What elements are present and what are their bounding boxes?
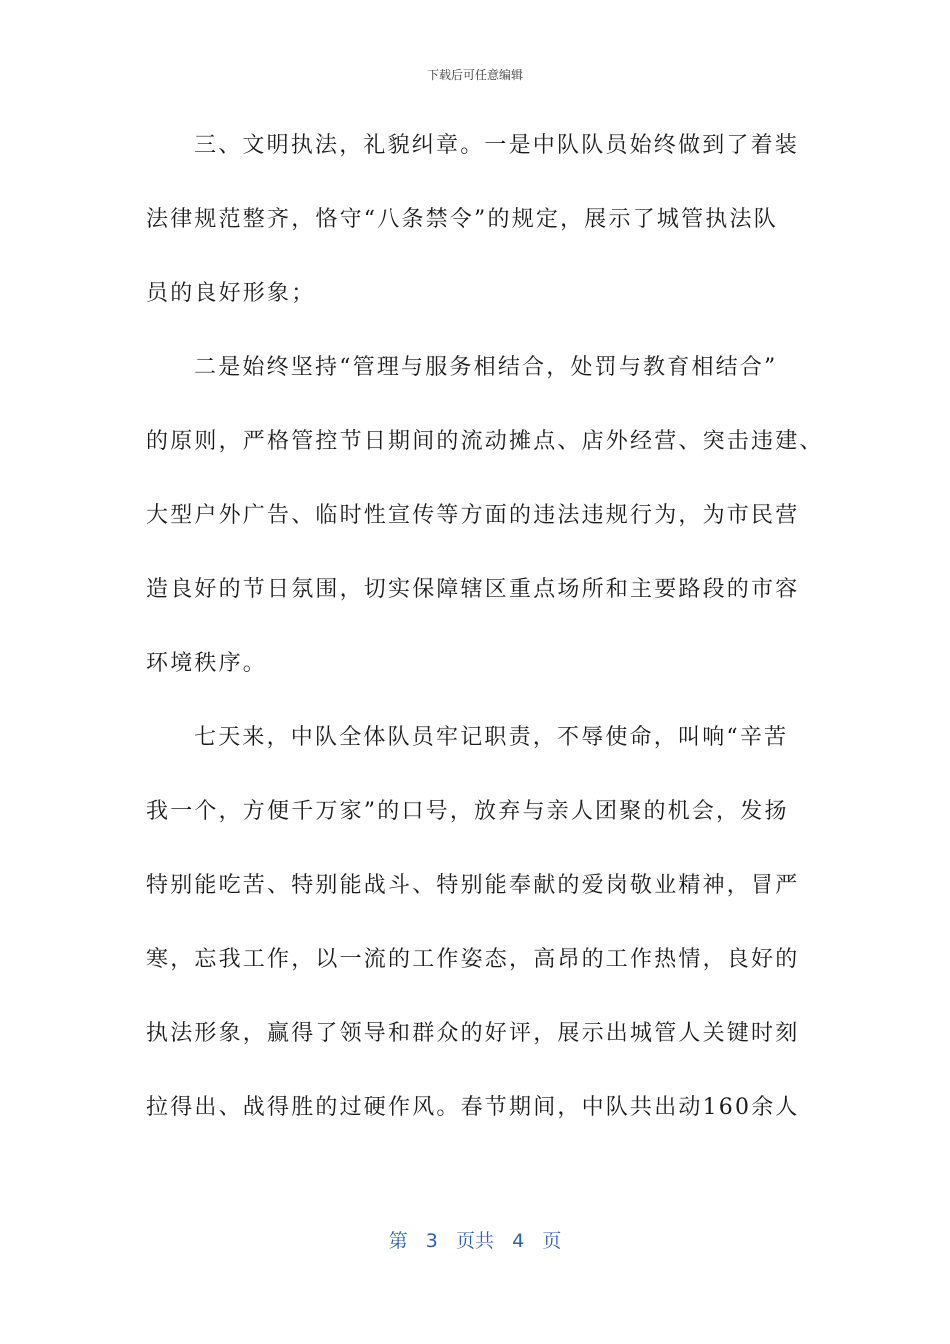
footer-middle: 页共 bbox=[455, 1230, 494, 1252]
paragraph-3-line-5: 执法形象，赢得了领导和群众的好评，展示出城管人关键时刻 bbox=[146, 1021, 800, 1046]
paragraph-3-line-6: 拉得出、战得胜的过硬作风。春节期间，中队共出动160余人 bbox=[146, 1095, 800, 1120]
paragraph-2-line-5: 环境秩序。 bbox=[146, 651, 268, 676]
paragraph-3-line-4: 寒，忘我工作，以一流的工作姿态，高昂的工作热情，良好的 bbox=[146, 947, 800, 972]
paragraph-3-line-2: 我一个，方便千万家”的口号，放弃与亲人团聚的机会，发扬 bbox=[146, 799, 789, 824]
footer-current-page: 3 bbox=[425, 1230, 438, 1252]
paragraph-3-line-1: 七天来，中队全体队员牢记职责，不辱使命，叫响“辛苦 bbox=[194, 725, 789, 750]
footer-total-pages: 4 bbox=[512, 1230, 525, 1252]
paragraph-2-line-3: 大型户外广告、临时性宣传等方面的违法违规行为，为市民营 bbox=[146, 503, 800, 528]
footer-suffix: 页 bbox=[542, 1230, 562, 1252]
paragraph-1-line-2: 法律规范整齐，恪守“八条禁令”的规定，展示了城管执法队 bbox=[146, 207, 778, 232]
footer-prefix: 第 bbox=[388, 1230, 408, 1252]
page-footer bbox=[0, 1226, 950, 1253]
page-header: 下载后可任意编辑 bbox=[426, 68, 523, 82]
document-body bbox=[146, 121, 824, 1157]
paragraph-3-line-3: 特别能吃苦、特别能战斗、特别能奉献的爱岗敬业精神，冒严 bbox=[146, 873, 800, 898]
paragraph-1-line-3: 员的良好形象； bbox=[146, 281, 316, 306]
paragraph-1-line-1: 三、文明执法，礼貌纠章。一是中队队员始终做到了着装 bbox=[194, 133, 800, 158]
paragraph-2-line-1: 二是始终坚持“管理与服务相结合，处罚与教育相结合” bbox=[194, 355, 778, 380]
paragraph-2-line-2: 的原则，严格管控节日期间的流动摊点、店外经营、突击违建、 bbox=[146, 429, 824, 454]
paragraph-2-line-4: 造良好的节日氛围，切实保障辖区重点场所和主要路段的市容 bbox=[146, 577, 800, 602]
